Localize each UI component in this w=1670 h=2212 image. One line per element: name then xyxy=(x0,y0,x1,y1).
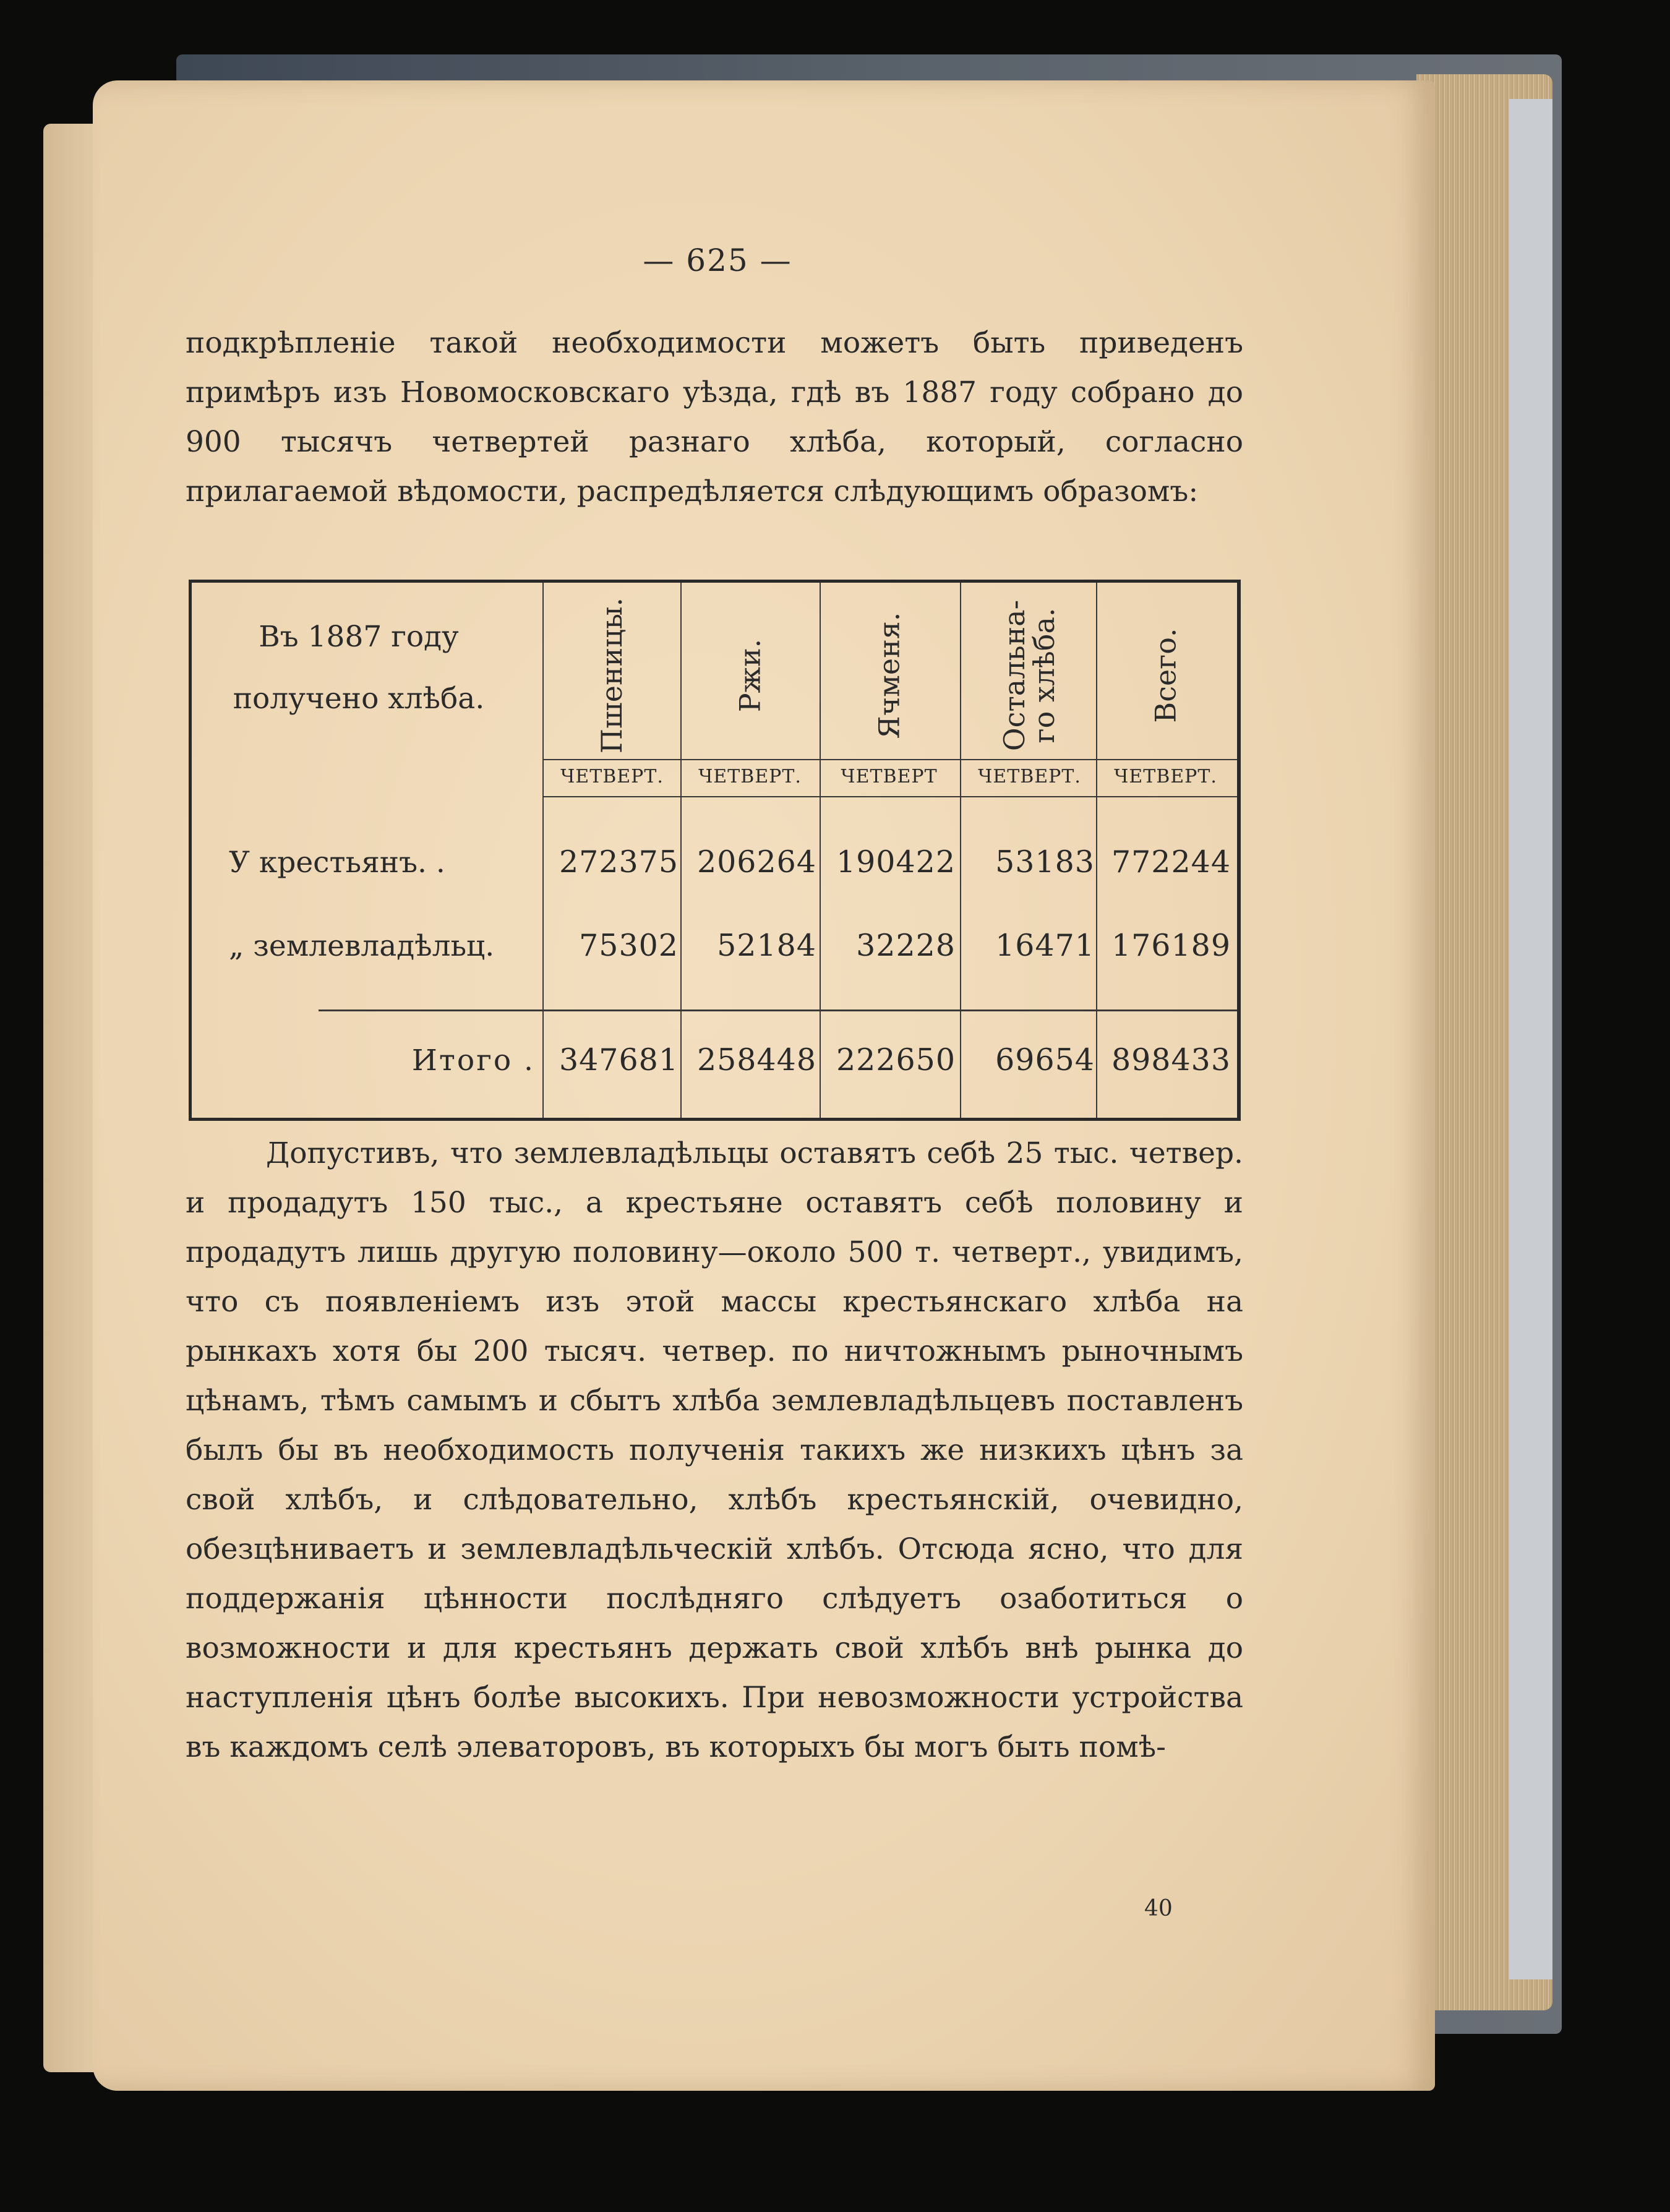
table-cell: 53183 xyxy=(995,844,1095,880)
unit-label: ЧЕТВЕРТ. xyxy=(698,766,802,787)
table-cell: 75302 xyxy=(579,928,679,963)
table-cell: 347681 xyxy=(559,1042,679,1078)
paragraph-intro: подкрѣпленіе такой необходимости можетъ быть приведенъ примѣръ изъ Новомосковскаго уѣзда, гдѣ въ 1887 году собрано до 900 тысячъ четвертей разнаго хлѣба, который, согласно прилагаемой вѣдомости, распредѣляется слѣдующимъ образомъ: xyxy=(186,326,1243,508)
row-label-total: Итого . xyxy=(411,1044,535,1078)
stub-head-line1: Въ 1887 году xyxy=(259,620,459,654)
col-head-wheat: Пшеницы. xyxy=(595,597,629,754)
row-label-peasants: У крестьянъ. . xyxy=(229,846,445,880)
col-head-barley: Ячменя. xyxy=(872,612,906,739)
signature-mark: 40 xyxy=(1144,1896,1173,1921)
table-hline xyxy=(542,759,1237,760)
table-cell: 176189 xyxy=(1111,928,1231,963)
table-total-rule xyxy=(319,1010,1237,1011)
table-cell: 52184 xyxy=(717,928,816,963)
col-head-other-grain: Остальна- го хлѣба. xyxy=(998,599,1061,752)
col-head-total: Всего. xyxy=(1149,628,1183,723)
grain-table xyxy=(189,580,1241,1121)
table-cell: 272375 xyxy=(559,844,679,880)
col-head-rye: Ржи. xyxy=(733,638,767,713)
table-cell: 222650 xyxy=(836,1042,956,1078)
table-cell: 772244 xyxy=(1111,844,1231,880)
table-hline xyxy=(542,796,1237,797)
table-cell: 190422 xyxy=(836,844,956,880)
table-cell: 32228 xyxy=(856,928,956,963)
page-number: — 625 — xyxy=(643,242,792,278)
table-cell: 206264 xyxy=(696,844,816,880)
stub-head-line2: получено хлѣба. xyxy=(233,682,485,716)
table-cell: 258448 xyxy=(696,1042,816,1078)
table-cell: 898433 xyxy=(1111,1042,1231,1078)
unit-label: ЧЕТВЕРТ. xyxy=(560,766,664,787)
cover-edge-board xyxy=(1509,99,1552,1979)
row-label-landowners: „ землевладѣльц. xyxy=(229,929,495,963)
unit-label: ЧЕТВЕРТ. xyxy=(1114,766,1217,787)
unit-label: ЧЕТВЕРТ xyxy=(841,766,938,787)
paragraph-analysis: Допустивъ, что землевладѣльцы оставятъ себѣ 25 тыс. четвер. и продадутъ 150 тыс., а крестьяне оставятъ себѣ половину и продадутъ лишь другую половину—около 500 т. четверт., увидимъ, что съ появленіемъ изъ этой массы крестьянскаго хлѣба на рынкахъ хотя бы 200 тысяч. четвер. по ничтожнымъ рыночнымъ цѣнамъ, тѣмъ самымъ и сбытъ хлѣба землевладѣльцевъ поставленъ былъ бы въ необходимость полученія такихъ же низкихъ цѣнъ за свой хлѣбъ, и слѣдовательно, хлѣбъ крестьянскій, очевидно, обезцѣниваетъ и землевладѣльческій хлѣбъ. Отсюда ясно, что для поддержанія цѣнности послѣдняго слѣдуетъ озаботиться о возможности и для крестьянъ держать свой хлѣбъ внѣ рынка до наступленія цѣнъ болѣе высокихъ. При невозможности устройства въ каждомъ селѣ элеваторовъ, въ которыхъ бы могъ быть помѣ- xyxy=(186,1136,1243,1764)
table-cell: 16471 xyxy=(995,928,1095,963)
table-cell: 69654 xyxy=(995,1042,1095,1078)
unit-label: ЧЕТВЕРТ. xyxy=(978,766,1081,787)
